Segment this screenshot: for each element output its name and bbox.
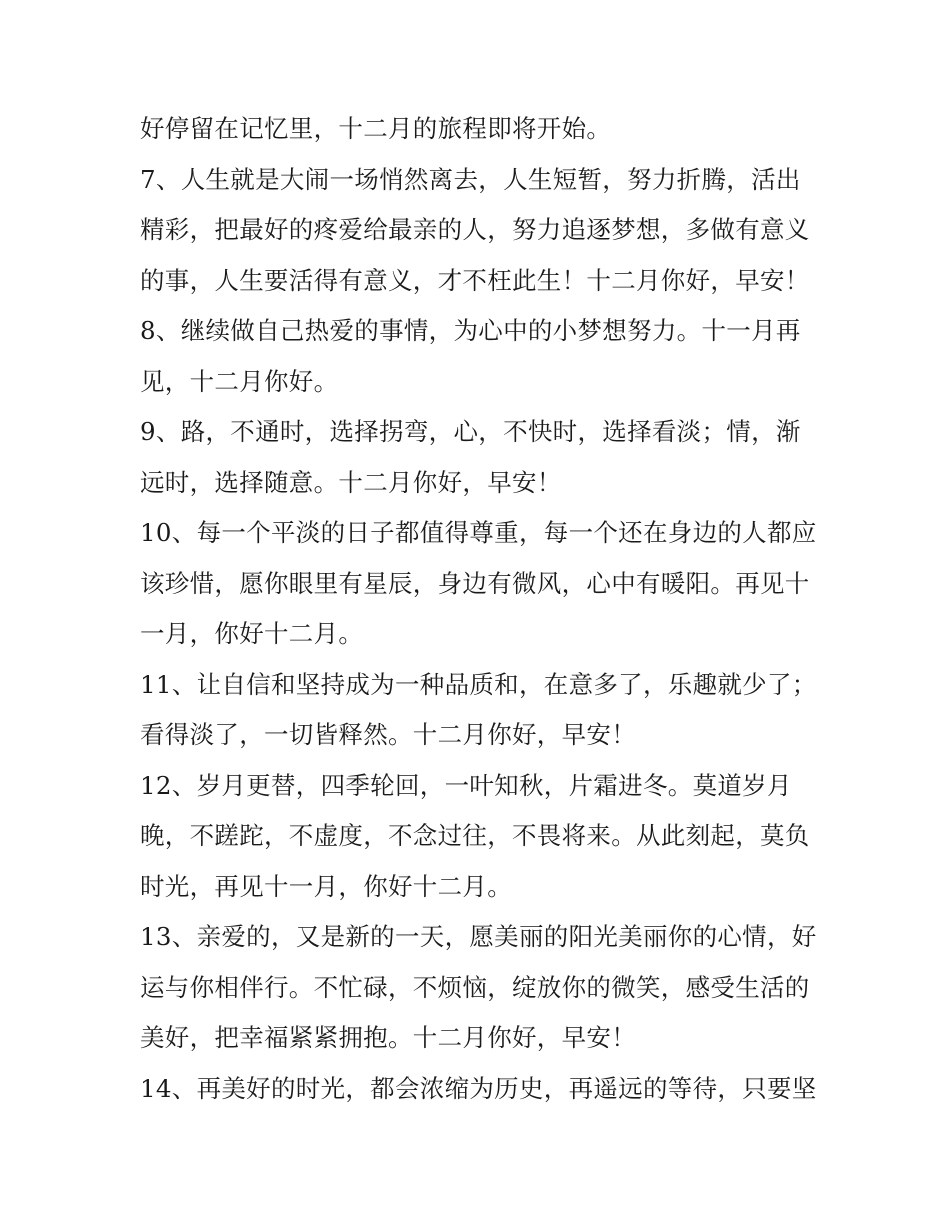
text-line: 一月，你好十二月。 bbox=[140, 619, 364, 648]
text-line: 12、岁月更替，四季轮回，一叶知秋，片霜进冬。莫道岁月 bbox=[140, 770, 792, 800]
text-line: 13、亲爱的，又是新的一天，愿美丽的阳光美丽你的心情，好 bbox=[140, 922, 817, 951]
text-line: 9、路，不通时，选择拐弯，心，不快时，选择看淡；情，渐 bbox=[140, 417, 801, 446]
text-line: 该珍惜，愿你眼里有星辰，身边有微风，心中有暖阳。再见十 bbox=[140, 568, 810, 598]
text-line: 8、继续做自己热爱的事情，为心中的小梦想努力。十一月再 bbox=[140, 316, 801, 345]
text-line: 看得淡了，一切皆释然。十二月你好，早安！ bbox=[140, 720, 636, 749]
text-line: 见，十二月你好。 bbox=[140, 366, 339, 396]
text-line: 美好，把幸福紧紧拥抱。十二月你好，早安！ bbox=[140, 1023, 636, 1052]
text-line: 远时，选择随意。十二月你好，早安！ bbox=[140, 467, 562, 497]
text-line: 11、让自信和坚持成为一种品质和，在意多了，乐趣就少了； bbox=[140, 669, 817, 699]
body-text bbox=[140, 104, 820, 1114]
text-line: 精彩，把最好的疼爱给最亲的人，努力追逐梦想，多做有意义 bbox=[140, 215, 810, 244]
text-line: 时光，再见十一月，你好十二月。 bbox=[140, 871, 512, 901]
text-line: 14、再美好的时光，都会浓缩为历史，再遥远的等待，只要坚 bbox=[140, 1073, 817, 1103]
text-line: 的事，人生要活得有意义，才不枉此生！十二月你好，早安！ bbox=[140, 265, 810, 295]
text-line: 好停留在记忆里，十二月的旅程即将开始。 bbox=[140, 114, 612, 143]
text-line: 晚，不蹉跎，不虚度，不念过往，不畏将来。从此刻起，莫负 bbox=[140, 821, 810, 850]
text-line: 运与你相伴行。不忙碌，不烦恼，绽放你的微笑，感受生活的 bbox=[140, 972, 810, 1002]
text-line: 7、人生就是大闹一场悄然离去，人生短暂，努力折腾，活出 bbox=[140, 164, 801, 194]
text-line: 10、每一个平淡的日子都值得尊重，每一个还在身边的人都应 bbox=[140, 518, 817, 547]
